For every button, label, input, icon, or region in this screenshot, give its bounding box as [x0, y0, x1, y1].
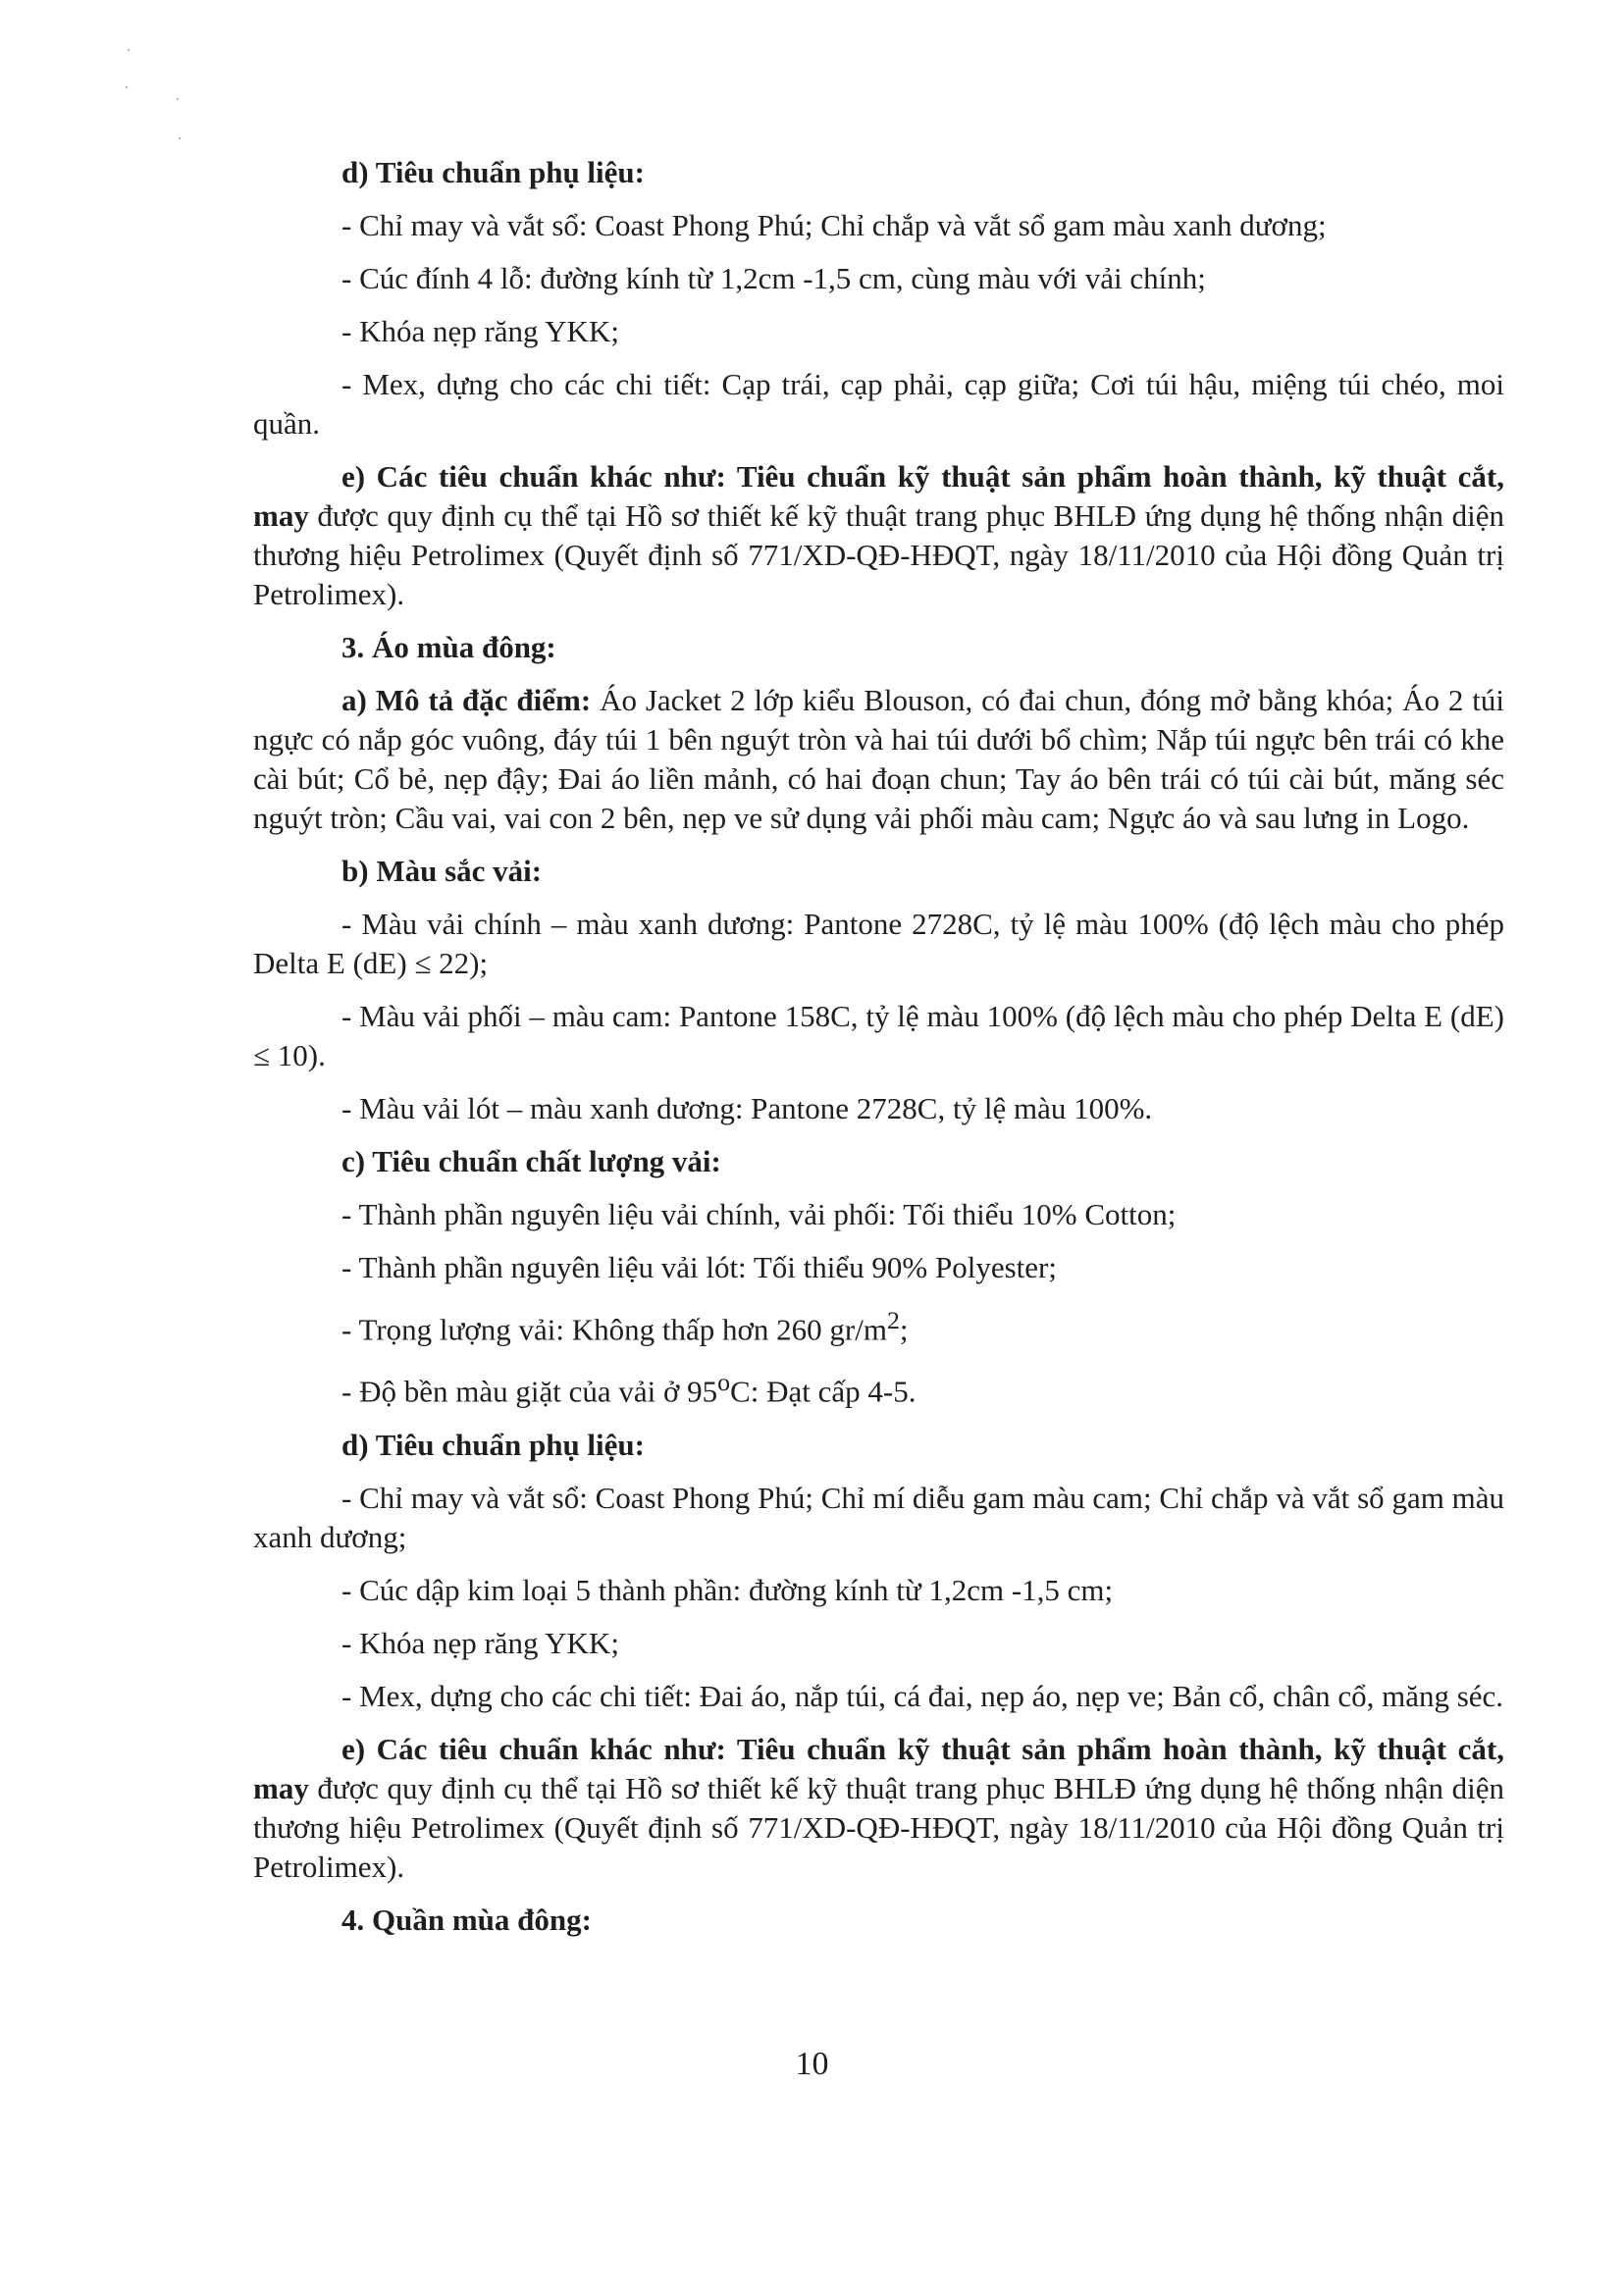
paragraph-lead: e) Các tiêu chuẩn khác như: Tiêu chuẩn kỹ thuật sản phẩm hoàn thành, kỹ thuật cắt, may: [253, 459, 1504, 533]
paragraph-text: được quy định cụ thể tại Hồ sơ thiết kế kỹ thuật trang phục BHLĐ ứng dụng hệ thống nhận diện thương hiệu Petrolimex (Quyết định số 771/XD-QĐ-HĐQT, ngày 18/11/2010 của Hội đồng Quản trị Petrolimex).: [253, 1770, 1504, 1884]
list-item: - Cúc dập kim loại 5 thành phần: đường kính từ 1,2cm -1,5 cm;: [341, 1572, 1114, 1607]
list-item: - Chỉ may và vắt sổ: Coast Phong Phú; Chỉ mí diễu gam màu cam; Chỉ chắp và vắt sổ gam màu xanh dương;: [253, 1480, 1504, 1554]
paragraph: [253, 1730, 1504, 1887]
page-number: 10: [795, 2046, 829, 2082]
list-item-text: ;: [899, 1312, 909, 1347]
list-item: - Khóa nẹp răng YKK;: [341, 1625, 619, 1660]
list-item: - Chỉ may và vắt sổ: Coast Phong Phú; Chỉ chắp và vắt sổ gam màu xanh dương;: [341, 208, 1327, 242]
scan-speck: [126, 86, 128, 88]
list-item: - Thành phần nguyên liệu vải lót: Tối thiểu 90% Polyester;: [341, 1250, 1057, 1284]
document-body: [253, 153, 1504, 1954]
paragraph-lead: e) Các tiêu chuẩn khác như: Tiêu chuẩn kỹ thuật sản phẩm hoàn thành, kỹ thuật cắt, may: [253, 1731, 1504, 1805]
list-item-text: - Độ bền màu giặt của vải ở 95: [341, 1374, 718, 1409]
scan-speck: [128, 49, 130, 51]
paragraph-lead: a) Mô tả đặc điểm:: [341, 683, 592, 717]
paragraph: [253, 457, 1504, 614]
superscript: o: [717, 1368, 731, 1397]
paragraph-text: được quy định cụ thể tại Hồ sơ thiết kế kỹ thuật trang phục BHLĐ ứng dụng hệ thống nhận diện thương hiệu Petrolimex (Quyết định số 771/XD-QĐ-HĐQT, ngày 18/11/2010 của Hội đồng Quản trị Petrolimex).: [253, 498, 1504, 611]
list-item: [253, 1363, 1504, 1411]
section-heading: d) Tiêu chuẩn phụ liệu:: [341, 155, 645, 189]
section-heading: b) Màu sắc vải:: [341, 854, 543, 888]
section-heading: 3. Áo mùa đông:: [341, 630, 556, 664]
list-item: [253, 1301, 1504, 1349]
list-item: - Mex, dựng cho các chi tiết: Cạp trái, cạp phải, cạp giữa; Cơi túi hậu, miệng túi chéo, moi quần.: [253, 367, 1504, 441]
list-item: - Thành phần nguyên liệu vải chính, vải phối: Tối thiểu 10% Cotton;: [341, 1197, 1177, 1231]
list-item-text: - Trọng lượng vải: Không thấp hơn 260 gr/m: [341, 1312, 887, 1347]
section-heading: d) Tiêu chuẩn phụ liệu:: [341, 1427, 645, 1462]
section-heading: c) Tiêu chuẩn chất lượng vải:: [341, 1144, 721, 1178]
superscript: 2: [886, 1306, 900, 1334]
scan-speck: [179, 137, 181, 139]
list-item: - Màu vải chính – màu xanh dương: Pantone 2728C, tỷ lệ màu 100% (độ lệch màu cho phép Delta E (dE) ≤ 22);: [253, 907, 1504, 980]
scan-speck: [177, 98, 179, 100]
list-item: - Mex, dựng cho các chi tiết: Đai áo, nắp túi, cá đai, nẹp áo, nẹp ve; Bản cổ, chân cổ, măng séc.: [341, 1678, 1504, 1713]
list-item: - Khóa nẹp răng YKK;: [341, 314, 619, 348]
paragraph-text: Áo Jacket 2 lớp kiểu Blouson, có đai chun, đóng mở bằng khóa; Áo 2 túi ngực có nắp góc vuông, đáy túi 1 bên nguýt tròn và hai túi dưới bổ chìm; Nắp túi ngực bên trái có khe cài bút; Cổ bẻ, nẹp đậy; Đai áo liền mảnh, có hai đoạn chun; Tay áo bên trái có túi cài bút, măng séc nguýt tròn; Cầu vai, vai con 2 bên, nẹp ve sử dụng vải phối màu cam; Ngực áo và sau lưng in Logo.: [253, 683, 1504, 835]
paragraph: [253, 681, 1504, 838]
list-item: - Màu vải lót – màu xanh dương: Pantone 2728C, tỷ lệ màu 100%.: [341, 1091, 1153, 1125]
list-item-text: C: Đạt cấp 4-5.: [730, 1374, 917, 1409]
list-item: - Cúc đính 4 lỗ: đường kính từ 1,2cm -1,5 cm, cùng màu với vải chính;: [341, 261, 1206, 295]
list-item: - Màu vải phối – màu cam: Pantone 158C, tỷ lệ màu 100% (độ lệch màu cho phép Delta E (dE) ≤ 10).: [253, 999, 1504, 1072]
section-heading: 4. Quần mùa đông:: [341, 1902, 592, 1937]
